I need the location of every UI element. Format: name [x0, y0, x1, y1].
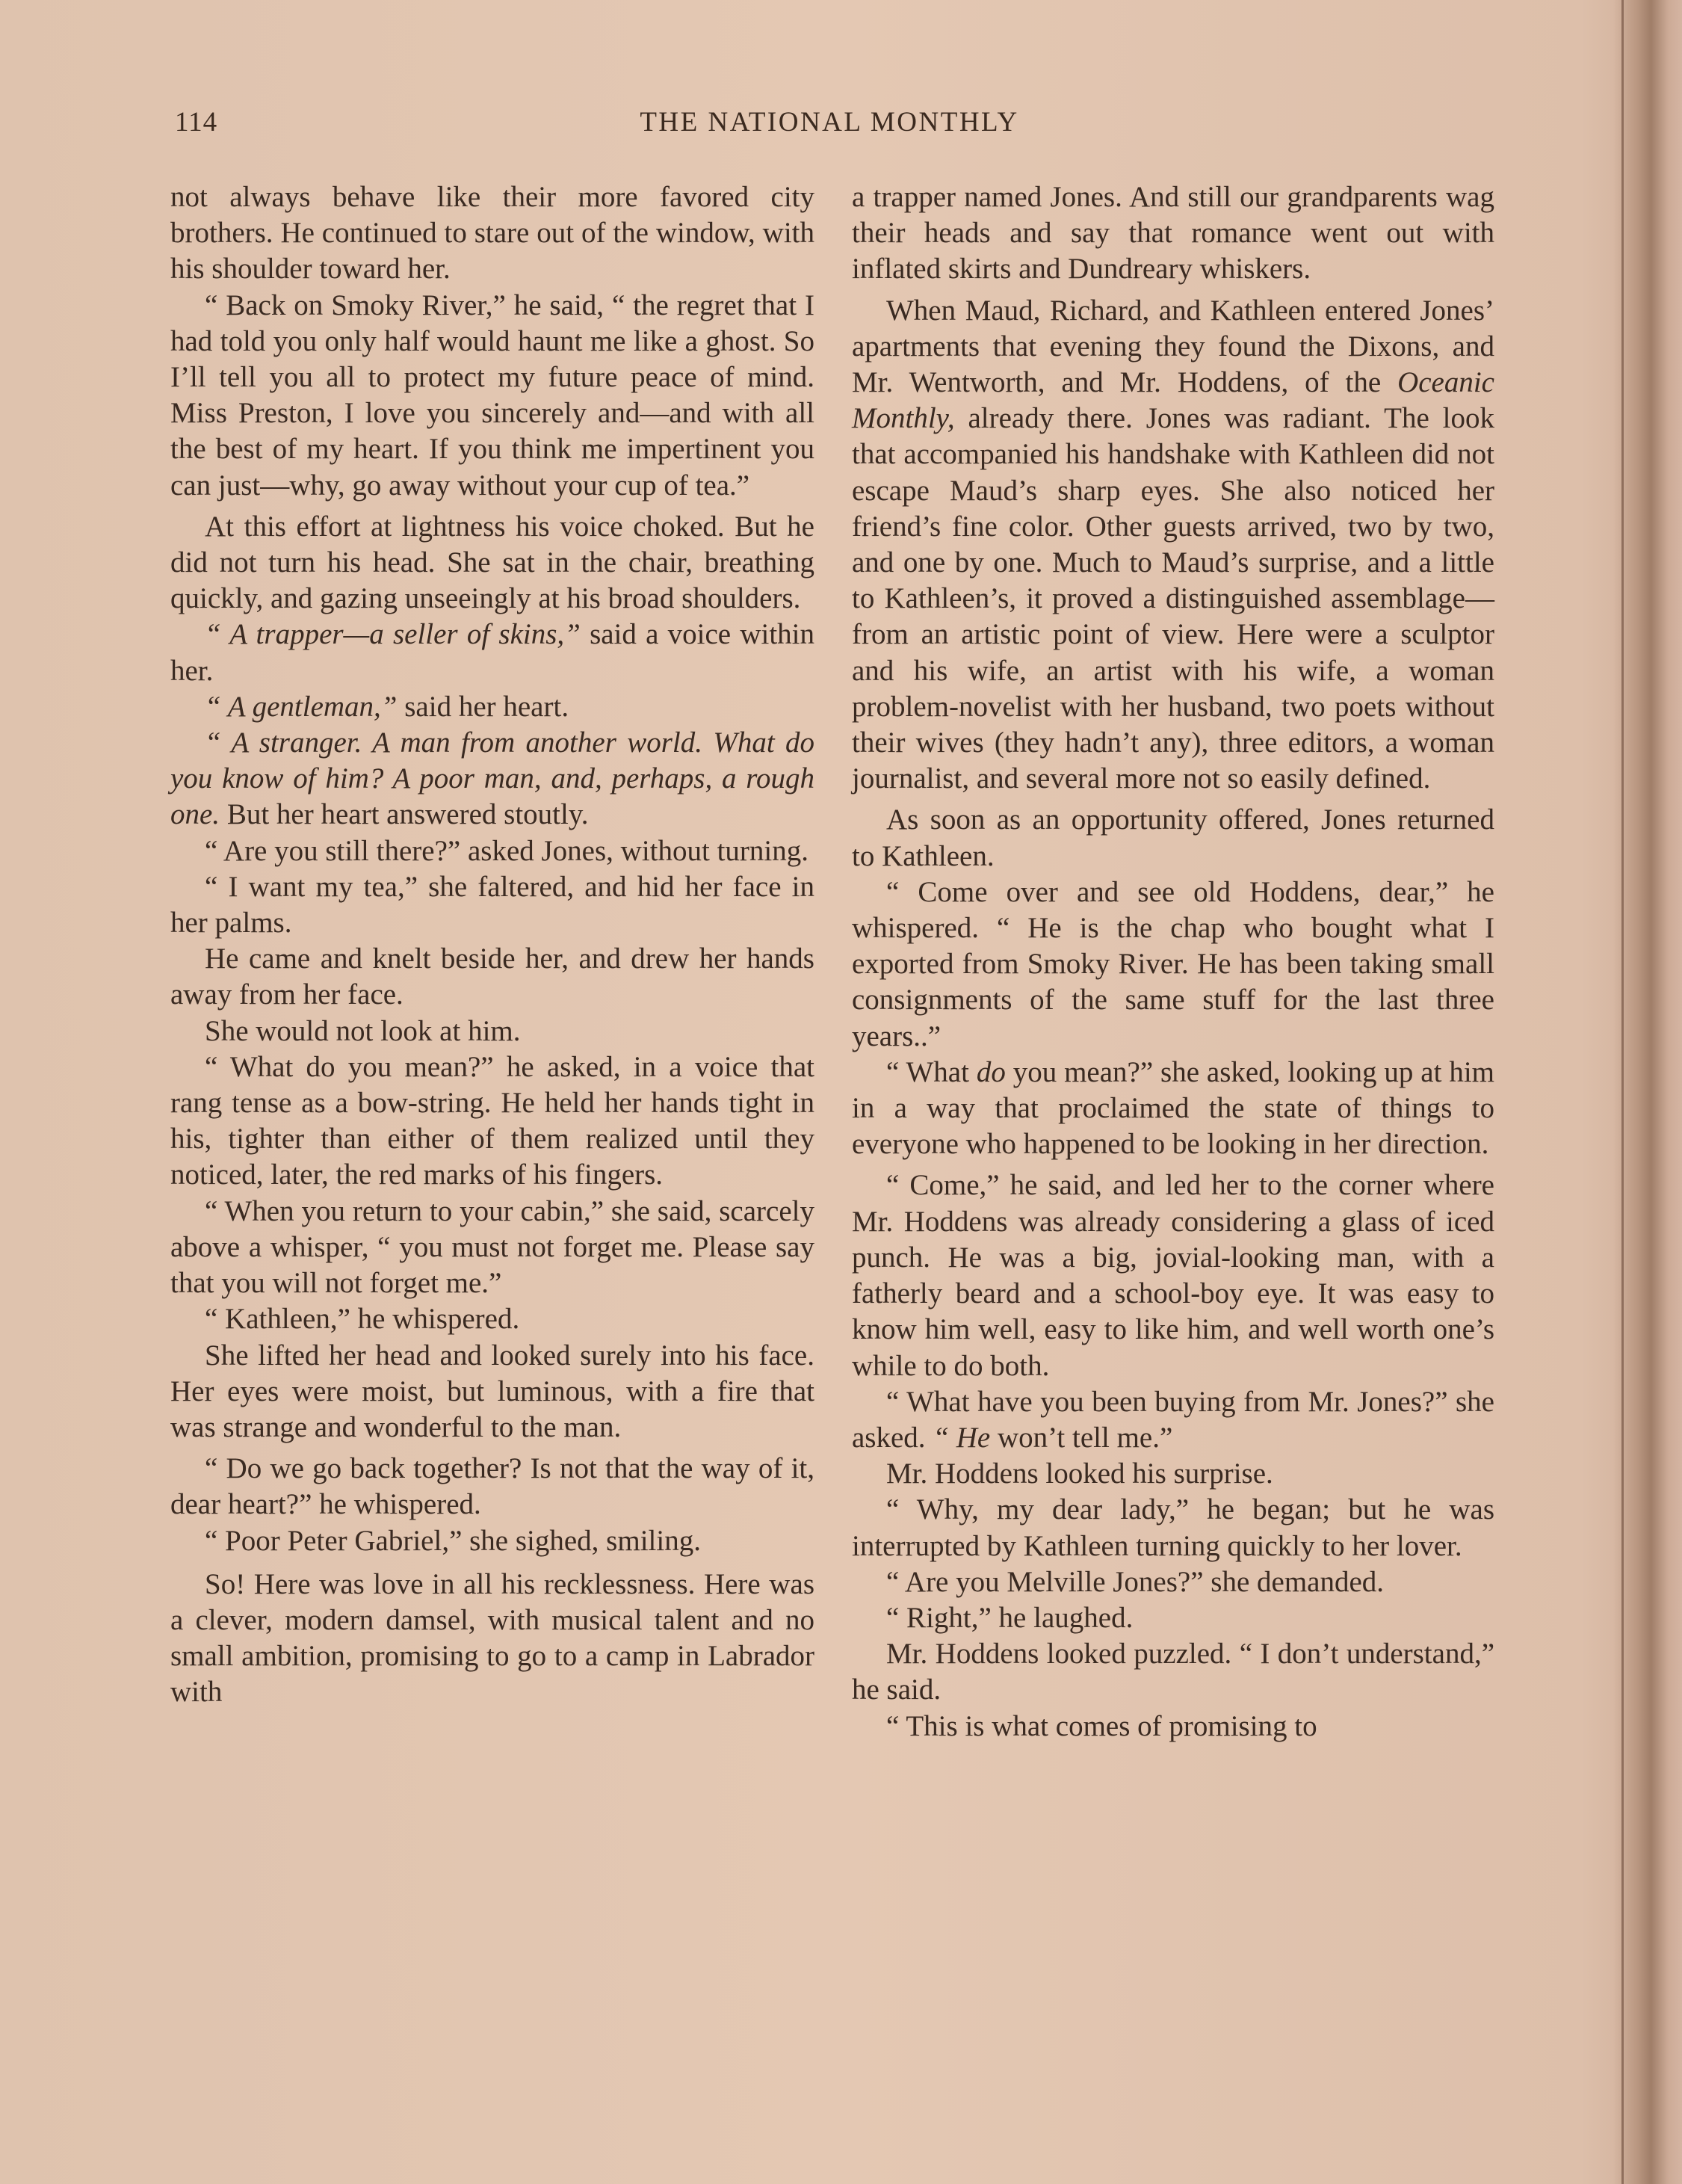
paragraph: a trapper named Jones. And still our grandparents wag their heads and say that romance went out with inflated skirts and Dundreary whiskers. — [852, 181, 1494, 286]
paragraph: “ Come,” he said, and led her to the corner where Mr. Hoddens was already considering a glass of iced punch. He was a big, jovial-looking man, with a fatherly beard and a school-boy eye. It was easy to know him well, easy to like him, and well worth one’s while to do both. — [852, 1169, 1494, 1382]
paragraph: So! Here was love in all his recklessness. Here was a clever, modern damsel, with musical talent and no small ambition, promising to go to a camp in Labrador with — [170, 1567, 814, 1709]
paragraph: “ Are you still there?” asked Jones, without turning. — [205, 834, 808, 867]
page-gutter-line — [1621, 0, 1624, 2184]
page-number: 114 — [175, 107, 218, 138]
paragraph: She would not look at him. — [205, 1014, 521, 1047]
italic-run: “ A trapper—a seller of skins,” — [205, 618, 581, 651]
paragraph — [170, 689, 814, 725]
page-header — [0, 106, 1682, 144]
paragraph: “ Back on Smoky River,” he said, “ the regret that I had told you only half would haunt me like a ghost. So I’ll tell you all to protect my future peace of mind. Miss Preston, I love you sincerely and—and with all the best of my heart. If you think me impertinent you can just—why, go away without your cup of tea.” — [170, 289, 814, 502]
text-run: already there. Jones was radiant. The look that accompanied his handshake with Kathleen did not escape Maud’s sharp eyes. She also noticed her friend’s fine color. Other guests arrived, two by two, and one by one. Much to Maud’s surprise, and a little to Kathleen’s, it proved a distinguished assemblage—from an artistic point of view. Here were a sculptor and his wife, an artist with his wife, a woman problem-novelist with her husband, two poets without their wives (they hadn’t any), three editors, a woman journalist, and several more not so easily defined. — [852, 402, 1494, 795]
paragraph: “ Right,” he laughed. — [886, 1601, 1134, 1634]
italic-run: “ A stranger. A man from another world. What do you know of him? A poor man, and, perhaps, a rough one. — [170, 727, 814, 831]
paragraph — [170, 617, 814, 688]
text-run: said a voice within her. — [170, 618, 815, 687]
paragraph: Mr. Hoddens looked puzzled. “ I don’t understand,” he said. — [852, 1638, 1494, 1706]
paragraph: “ What do you mean?” he asked, in a voice that rang tense as a bow-string. He held her hands tight in his, tighter than either of them realized until they noticed, later, the red marks of his fingers. — [170, 1050, 814, 1191]
text-run: “ What have you been buying from Mr. Jones?” she asked. — [852, 1385, 1494, 1454]
paragraph: At this effort at lightness his voice choked. But he did not turn his head. She sat in the chair, breathing quickly, and gazing unseeingly at his broad shoulders. — [170, 510, 814, 615]
paragraph — [852, 1055, 1494, 1163]
paragraph — [852, 1384, 1494, 1456]
text-run: But her heart answered stoutly. — [220, 798, 589, 831]
paragraph: “ This is what comes of promising to — [886, 1709, 1317, 1742]
paragraph: “ Kathleen,” he whispered. — [205, 1303, 520, 1336]
paragraph: “ Why, my dear lady,” he began; but he was interrupted by Kathleen turning quickly to her lover. — [852, 1493, 1494, 1562]
paragraph: He came and knelt beside her, and drew her hands away from her face. — [170, 943, 814, 1011]
paragraph: “ When you return to your cabin,” she said, scarcely above a whisper, “ you must not forget me. Please say that you will not forget me.” — [170, 1194, 814, 1300]
paragraph: “ Poor Peter Gabriel,” she sighed, smiling. — [205, 1524, 701, 1557]
left-column — [170, 179, 814, 1711]
paragraph: She lifted her head and looked surely into his face. Her eyes were moist, but luminous, with a fire that was strange and wonderful to the man. — [170, 1339, 814, 1443]
paragraph: As soon as an opportunity offered, Jones returned to Kathleen. — [852, 803, 1494, 872]
text-run: When Maud, Richard, and Kathleen entered Jones’ apartments that evening they found the Dixons, and Mr. Wentworth, and Mr. Hoddens, of the — [852, 294, 1494, 399]
paragraph: “ Are you Melville Jones?” she demanded. — [886, 1565, 1385, 1598]
text-run: said her heart. — [397, 690, 569, 723]
text-run: “ What — [886, 1055, 977, 1088]
paragraph: Mr. Hoddens looked his surprise. — [886, 1457, 1273, 1490]
paragraph: “ Come over and see old Hoddens, dear,” he whispered. “ He is the chap who bought what I exported from Smoky River. He has been taking small consignments of the same stuff for the last three years..” — [852, 875, 1494, 1052]
paragraph: “ Do we go back together? Is not that the way of it, dear heart?” he whispered. — [170, 1452, 814, 1521]
italic-run: Oceanic Monthly, — [852, 366, 1494, 435]
italic-run: do — [976, 1055, 1006, 1088]
paragraph: “ I want my tea,” she faltered, and hid her face in her palms. — [170, 870, 814, 940]
text-run: won’t tell me.” — [990, 1421, 1173, 1454]
text-run: you mean?” she asked, looking up at him in a way that proclaimed the state of things to everyone who happened to be looking in her direction. — [852, 1055, 1494, 1161]
italic-run: “ A gentleman,” — [205, 690, 398, 723]
right-column — [852, 179, 1494, 1745]
paragraph — [852, 293, 1494, 798]
italic-run: “ He — [933, 1421, 991, 1454]
paragraph — [170, 725, 814, 833]
running-title: THE NATIONAL MONTHLY — [640, 107, 1019, 138]
paragraph: not always behave like their more favored city brothers. He continued to stare out of the window, with his shoulder toward her. — [170, 181, 814, 286]
